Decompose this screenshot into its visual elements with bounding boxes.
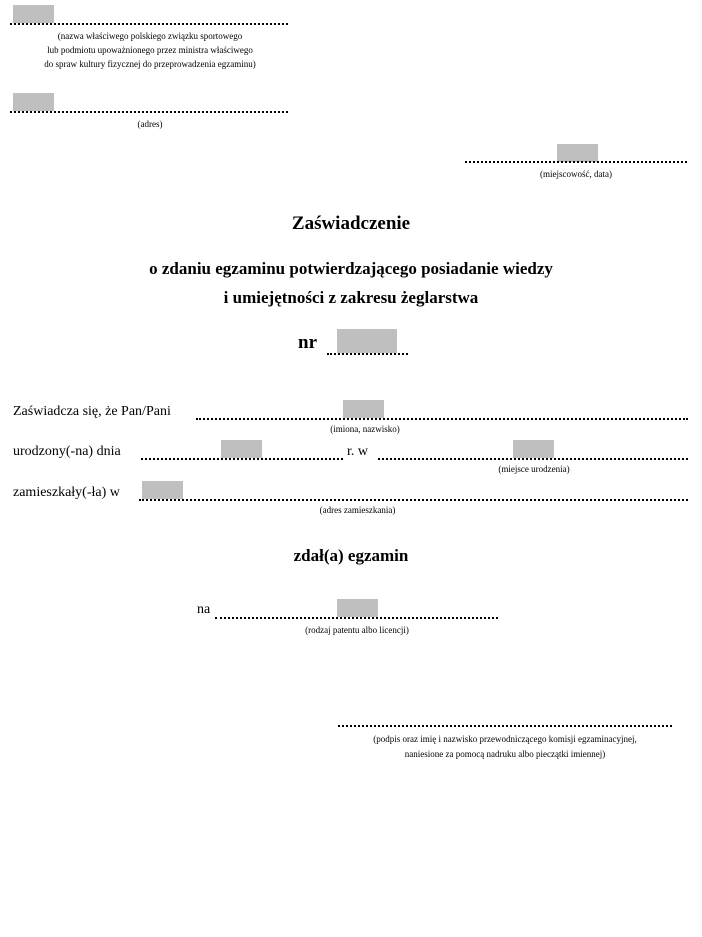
redacted-birthplace [513, 440, 554, 458]
year-label: r. w [347, 444, 368, 459]
redacted-certificate-number [337, 329, 397, 353]
signature-caption-line-1: (podpis oraz imię i nazwisko przewodniczącego komisji egzaminacyjnej, [373, 734, 637, 744]
place-date-line [465, 161, 687, 163]
birthplace-line [378, 458, 688, 460]
certificate-number-label: nr [298, 332, 317, 353]
certificate-number-line [327, 353, 408, 355]
signature-line [338, 725, 672, 727]
place-date-caption: (miejscowość, data) [540, 169, 612, 179]
birthplace-caption: (miejsce urodzenia) [498, 464, 570, 474]
residence-label: zamieszkały(-ła) w [13, 485, 120, 500]
residence-line [139, 499, 688, 501]
issuer-name-caption [0, 29, 300, 71]
document-subtitle-line-2: i umiejętności z zakresu żeglarstwa [223, 288, 479, 307]
issuer-caption-line-2: lub podmiotu upoważnionego przez ministra właściwego [47, 45, 253, 55]
redacted-license-type [337, 599, 378, 617]
issuer-caption-line-3: do spraw kultury fizycznej do przeprowadzenia egzaminu) [44, 59, 256, 69]
document-title: Zaświadczenie [291, 213, 411, 234]
license-caption: (rodzaj patentu albo licencji) [305, 625, 409, 635]
redacted-issuer-name [13, 5, 54, 23]
redacted-issuer-address [13, 93, 54, 111]
issuer-name-line [10, 23, 288, 25]
license-label: na [197, 602, 211, 617]
issuer-address-caption: (adres) [137, 119, 163, 129]
issuer-caption-line-1: (nazwa właściwego polskiego związku sportowego [57, 31, 243, 41]
birth-date-line [141, 458, 343, 460]
redacted-place-date [557, 144, 598, 162]
certify-label: Zaświadcza się, że Pan/Pani [13, 404, 171, 419]
signature-caption [330, 732, 680, 762]
birth-date-label: urodzony(-na) dnia [13, 444, 121, 459]
issuer-address-line [10, 111, 288, 113]
redacted-holder-name [343, 400, 384, 418]
signature-caption-line-2: naniesione za pomocą nadruku albo pieczątki imiennej) [404, 749, 606, 759]
holder-name-line [196, 418, 688, 420]
license-line [215, 617, 498, 619]
redacted-birth-date [221, 440, 262, 458]
redacted-residence [142, 481, 183, 499]
residence-caption: (adres zamieszkania) [319, 505, 396, 515]
holder-name-caption: (imiona, nazwisko) [330, 424, 400, 434]
document-subtitle-line-1: o zdaniu egzaminu potwierdzającego posiadanie wiedzy [149, 259, 553, 278]
passed-exam-heading: zdał(a) egzamin [293, 546, 409, 565]
